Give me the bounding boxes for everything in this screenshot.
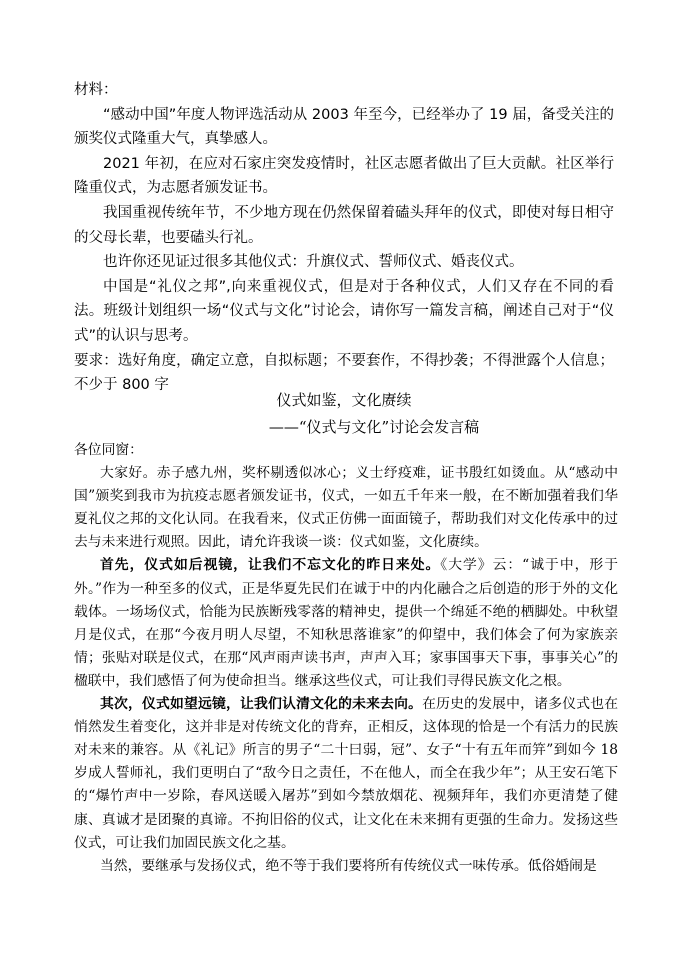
- essay-title-block: [74, 387, 614, 441]
- essay-body: [74, 439, 618, 878]
- essay-subtitle: ——“仪式与文化”讨论会发言稿: [268, 418, 480, 436]
- essay-paragraph-4: 当然，要继承与发扬仪式，绝不等于我们要将所有传统仪式一味传承。低俗婚闹是: [100, 857, 597, 874]
- essay-paragraph-2-body: 《大学》云：“诚于中，形于外。”作为一种至多的仪式，正是华夏先民们在诚于中的内化融合之后创造的形于外的文化载体。一场场仪式，恰能为民族断残零落的精神史，提供一个绵延不绝的栖脚处。中秋望月是仪式，在那“今夜月明人尽望，不知秋思落谁家”的仰望中，我们体会了何为家族亲情；张贴对联是仪式，在那“风声雨声读书声，声声入耳；家事国事天下事，事事关心”的楹联中，我们感悟了何为使命担当。继承这些仪式，可让我们寻得民族文化之根。: [74, 557, 618, 689]
- essay-paragraph-1: 大家好。赤子感九州，奖杯剔透似冰心；义士纾疫难，证书殷红如烫血。从“感动中国”颁奖到我市为抗疫志愿者颁发证书，仪式，一如五千年来一般，在不断加强着我们华夏礼仪之邦的文化认同。在我看来，仪式正仿佛一面面镜子，帮助我们对文化传承中的过去与未来进行观照。因此，请允许我谈一谈：仪式如鉴，文化赓续。: [74, 465, 618, 551]
- essay-salutation: 各位同窗：: [74, 442, 143, 458]
- material-section: [74, 78, 614, 398]
- material-paragraph-5: 中国是“礼仪之邦”,向来重视仪式，但是对于各种仪式，人们又存在不同的看法。班级计划组织一场“仪式与文化”讨论会，请你写一篇发言稿，阐述自己对于“仪式”的认识与思考。: [74, 278, 614, 344]
- essay-paragraph-2-thesis: 首先，仪式如后视镜，让我们不忘文化的昨日来处。: [100, 557, 441, 574]
- material-paragraph-1: “感动中国”年度人物评选活动从 2003 年至今，已经举办了 19 届，备受关注的颁奖仪式隆重大气，真挚感人。: [74, 106, 614, 148]
- essay-paragraph-2: [74, 554, 618, 693]
- essay-paragraph-3: [74, 693, 618, 855]
- material-paragraph-2: 2021 年初，在应对石家庄突发疫情时，社区志愿者做出了巨大贡献。社区举行隆重仪式，为志愿者颁发证书。: [74, 155, 614, 197]
- writing-requirement: 要求：选好角度，确定立意，自拟标题；不要套作，不得抄袭；不得泄露个人信息；不少于 800 字: [74, 352, 614, 394]
- essay-paragraph-3-body: 在历史的发展中，诸多仪式也在悄然发生着变化，这并非是对传统文化的背弃，正相反，这体现的恰是一个有活力的民族对未来的兼容。从《礼记》所言的男子“二十曰弱，冠”、女子“十有五年而笄”到如今 18 岁成人誓师礼，我们更明白了“敌今日之责任，不在他人，而全在我少年”；从王安石笔下的“爆竹声中一岁除，春风送暖入屠苏”到如今禁放烟花、视频拜年，我们亦更清楚了健康、真诚才是团聚的真谛。不拘旧俗的仪式，让文化在未来拥有更强的生命力。发扬这些仪式，可让我们加固民族文化之基。: [74, 696, 619, 851]
- essay-title: 仪式如鉴，文化赓续: [276, 391, 412, 409]
- material-label: 材料：: [74, 82, 118, 98]
- essay-paragraph-3-thesis: 其次，仪式如望远镜，让我们认清文化的未来去向。: [100, 696, 423, 713]
- material-paragraph-4: 也许你还见证过很多其他仪式：升旗仪式、誓师仪式、婚丧仪式。: [103, 254, 524, 271]
- material-paragraph-3: 我国重视传统年节，不少地方现在仍然保留着磕头拜年的仪式，即使对每日相守的父母长辈，也要磕头行礼。: [74, 204, 614, 246]
